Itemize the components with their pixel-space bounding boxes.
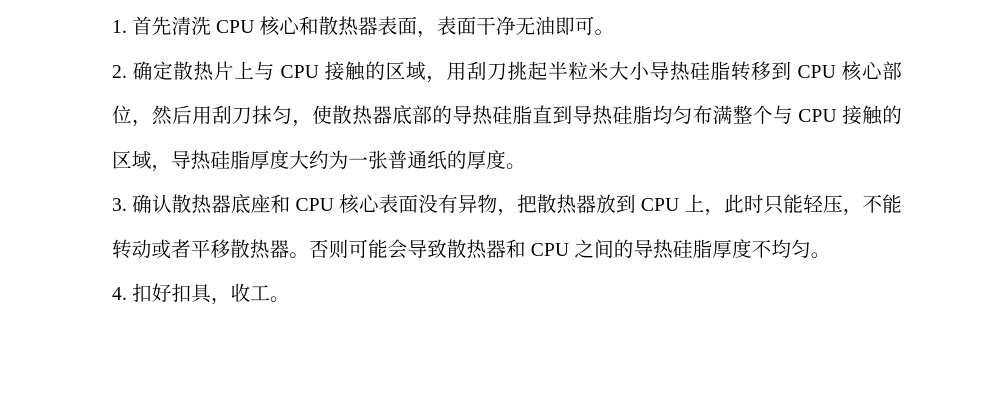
document-paragraph-3: 3. 确认散热器底座和 CPU 核心表面没有异物，把散热器放到 CPU 上，此时只能轻压，不能转动或者平移散热器。否则可能会导致散热器和 CPU 之间的导热硅脂厚度不均匀。 — [112, 195, 902, 261]
document-paragraph-1: 1. 首先清洗 CPU 核心和散热器表面，表面干净无油即可。 — [112, 17, 615, 38]
document-paragraph-4: 4. 扣好扣具，收工。 — [112, 284, 290, 305]
document-paragraph-2: 2. 确定散热片上与 CPU 接触的区域，用刮刀挑起半粒米大小导热硅脂转移到 CPU 核心部位，然后用刮刀抹匀，使散热器底部的导热硅脂直到导热硅脂均匀布满整个与 CPU 接触的区域，导热硅脂厚度大约为一张普通纸的厚度。 — [112, 61, 902, 172]
